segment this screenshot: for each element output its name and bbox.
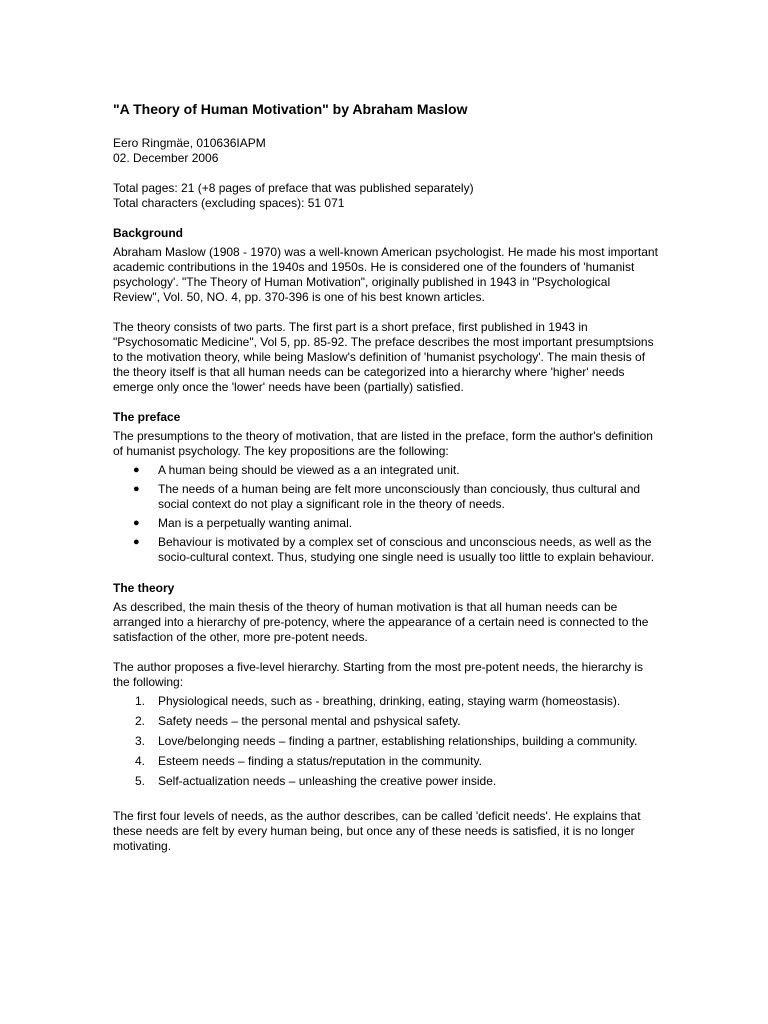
date-line: 02. December 2006 (113, 151, 219, 165)
total-characters-line: Total characters (excluding spaces): 51 071 (113, 196, 345, 210)
bullet-icon: ● (133, 536, 140, 548)
hierarchy-list (113, 694, 658, 789)
document-page (113, 100, 658, 854)
preface-intro: The presumptions to the theory of motivation, that are listed in the preface, form the author's definition of humanist psychology. The key propositions are the following: (113, 429, 653, 458)
document-title: "A Theory of Human Motivation" by Abraham Maslow (113, 101, 468, 117)
theory-paragraph-2: The author proposes a five-level hierarchy. Starting from the most pre-potent needs, the hierarchy is the following: (113, 660, 644, 689)
list-item: ● A human being should be viewed as a an integrated unit. (133, 463, 460, 477)
total-pages-line: Total pages: 21 (+8 pages of preface that was published separately) (113, 181, 474, 195)
preface-heading: The preface (113, 410, 181, 424)
list-item: ● Behaviour is motivated by a complex set of conscious and unconscious needs, as well as the socio-cultural context. Thus, studying one single need is usually too little to explain behaviour. (133, 535, 655, 564)
background-paragraph-2: The theory consists of two parts. The first part is a short preface, first published in 1943 in "Psychosomatic Medicine", Vol 5, pp. 85-92. The preface describes the most important presumptsions to the motivation theory, while being Maslow's definition of 'humanist psychology'. The main thesis of the theory itself is that all human needs can be categorized into a hierarchy where 'higher' needs emerge only once the 'lower' needs have been (partially) satisfied. (113, 320, 654, 394)
list-item: 5. Self-actualization needs – unleashing the creative power inside. (135, 774, 497, 788)
theory-paragraph-1: As described, the main thesis of the theory of human motivation is that all human needs can be arranged into a hierarchy of pre-potency, where the appearance of a certain need is connected to the satisfaction of the other, more pre-potent needs. (113, 600, 649, 644)
theory-heading: The theory (113, 581, 175, 595)
bullet-icon: ● (133, 517, 140, 529)
bullet-icon: ● (133, 464, 140, 476)
background-heading: Background (113, 226, 184, 240)
background-paragraph-1: Abraham Maslow (1908 - 1970) was a well-known American psychologist. He made his most important academic contributions in the 1940s and 1950s. He is considered one of the founders of 'humanist psychology'. "The Theory of Human Motivation", originally published in 1943 in "Psychological Review", Vol. 50, NO. 4, pp. 370-396 is one of his best known articles. (113, 245, 658, 304)
list-item: 2. Safety needs – the personal mental and pshysical safety. (135, 714, 461, 728)
list-item: 1. Physiological needs, such as - breathing, drinking, eating, staying warm (homeostasis). (135, 694, 621, 708)
bullet-icon: ● (133, 483, 140, 495)
background-section (113, 226, 658, 395)
list-item: ● The needs of a human being are felt more unconsciously than conciously, thus cultural and social context do not play a significant role in the theory of needs. (133, 482, 641, 511)
list-item: 3. Love/belonging needs – finding a partner, establishing relationships, building a community. (135, 734, 638, 748)
theory-paragraph-3: The first four levels of needs, as the author describes, can be called 'deficit needs'. He explains that these needs are felt by every human being, but once any of these needs is satisfied, it is no longer motivating. (113, 809, 641, 853)
author-line: Eero Ringmäe, 010636IAPM (113, 136, 266, 150)
theory-section (113, 581, 658, 854)
list-item: 4. Esteem needs – finding a status/reputation in the community. (135, 754, 482, 768)
preface-section (113, 410, 658, 565)
propositions-list (113, 463, 658, 565)
list-item: ● Man is a perpetually wanting animal. (133, 516, 353, 530)
